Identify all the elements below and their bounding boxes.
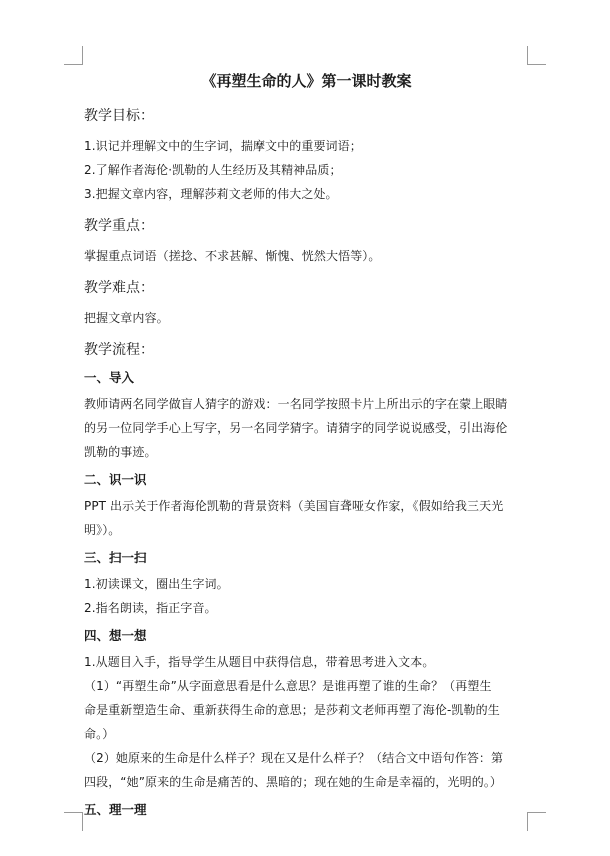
paragraph-line: 教师请两名同学做盲人猜字的游戏：一名同学按照卡片上所出示的字在蒙上眼睛 — [84, 397, 508, 411]
section-heading-recognize: 二、识一识 — [84, 472, 147, 487]
paragraph-line: 凯勒的事迹。 — [84, 445, 157, 459]
paragraph-line: 明》）。 — [84, 523, 121, 537]
paragraph-line: 四段，“她”原来的生命是痛苦的、黑暗的；现在她的生命是幸福的，光明的。） — [84, 775, 503, 789]
goal-item: 2.了解作者海伦·凯勒的人生经历及其精神品质； — [84, 163, 342, 177]
page-corner-mark-bottom-left — [64, 812, 83, 831]
section-heading-think: 四、想一想 — [84, 628, 147, 643]
keypoints-heading: 教学重点： — [84, 218, 154, 234]
goal-item: 3.把握文章内容，理解莎莉文老师的伟大之处。 — [84, 187, 338, 201]
page-corner-mark-bottom-right — [527, 812, 546, 831]
page-corner-mark-top-left — [64, 46, 83, 65]
paragraph-line: PPT 出示关于作者海伦凯勒的背景资料（美国盲聋哑女作家，《假如给我三天光 — [84, 499, 504, 513]
document-title: 《再塑生命的人》第一课时教案 — [201, 72, 412, 90]
process-heading: 教学流程： — [84, 342, 154, 358]
goals-heading: 教学目标： — [84, 108, 154, 124]
list-item: 2.指名朗读，指正字音。 — [84, 601, 217, 615]
paragraph-line: 的另一位同学手心上写字，另一名同学猜字。请猜字的同学说说感受，引出海伦 — [84, 421, 508, 435]
paragraph-line: （1）“再塑生命”从字面意思看是什么意思？是谁再塑了谁的生命？（再塑生 — [84, 679, 492, 693]
section-heading-scan: 三、扫一扫 — [84, 550, 147, 565]
document-page — [84, 70, 529, 824]
keypoints-text: 掌握重点词语（搓捻、不求甚解、惭愧、恍然大悟等）。 — [84, 249, 381, 263]
paragraph-line: 命。） — [84, 727, 115, 741]
paragraph-line: （2）她原来的生命是什么样子？现在又是什么样子？（结合文中语句作答：第 — [84, 751, 504, 765]
paragraph-line: 1.从题目入手，指导学生从题目中获得信息，带着思考进入文本。 — [84, 655, 435, 669]
section-heading-organize: 五、理一理 — [84, 802, 147, 817]
difficulties-heading: 教学难点： — [84, 280, 154, 296]
goal-item: 1.识记并理解文中的生字词，揣摩文中的重要词语； — [84, 139, 362, 153]
paragraph-line: 命是重新塑造生命、重新获得生命的意思；是莎莉文老师再塑了海伦-凯勒的生 — [84, 703, 500, 717]
difficulties-text: 把握文章内容。 — [84, 311, 169, 325]
page-corner-mark-top-right — [527, 46, 546, 65]
section-heading-intro: 一、导入 — [84, 370, 135, 385]
list-item: 1.初读课文，圈出生字词。 — [84, 577, 229, 591]
